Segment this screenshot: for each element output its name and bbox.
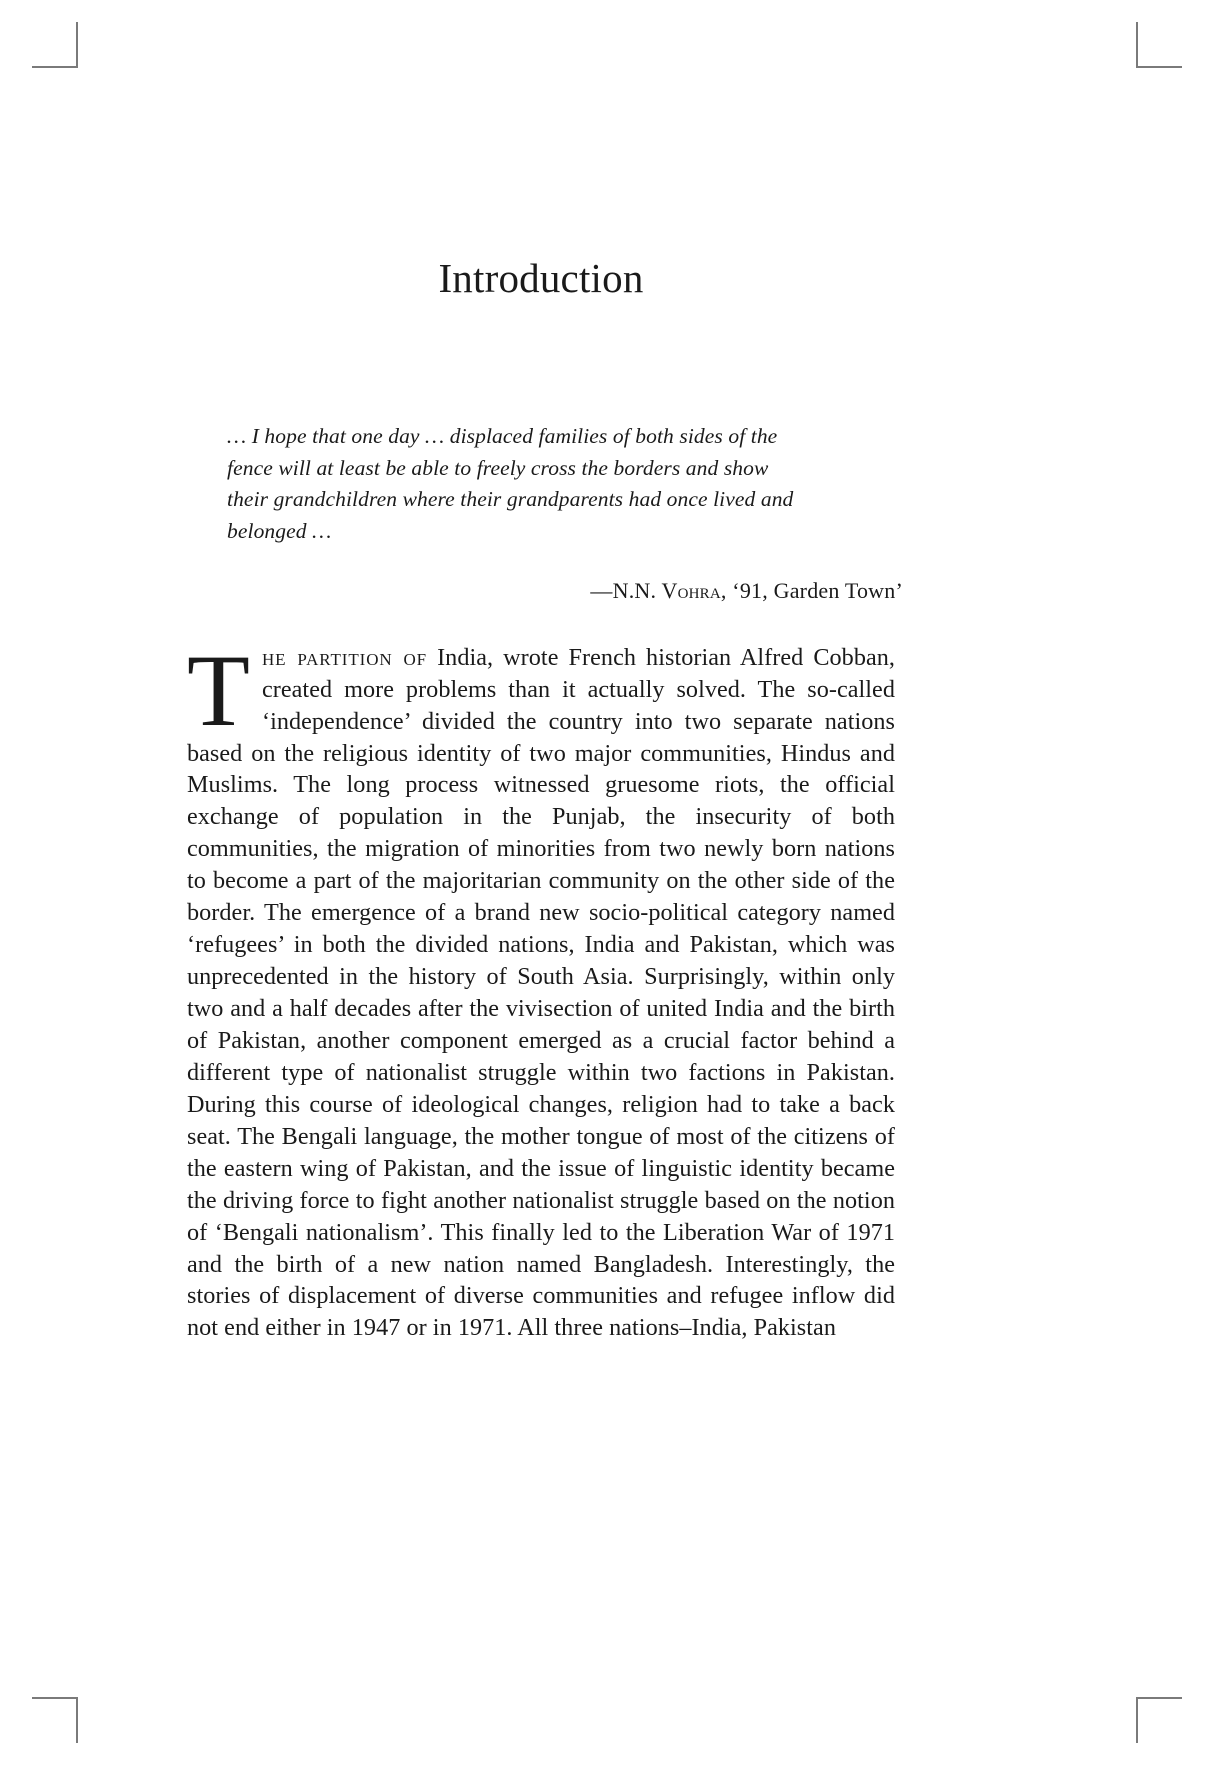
drop-cap: T [187, 633, 250, 748]
attribution-source: , ‘91, Garden Town’ [720, 578, 903, 604]
epigraph-attribution [227, 575, 903, 607]
attribution-author: N.N. Vohra [612, 578, 721, 604]
page-title: Introduction [438, 255, 644, 301]
epigraph-block [227, 421, 903, 608]
epigraph-line: fence will at least be able to freely cross the borders and show [227, 455, 769, 480]
opening-paragraph [187, 633, 895, 1345]
crop-mark-bottom-left [32, 1697, 78, 1743]
paragraph-body: India, wrote French historian Alfred Cobban, created more problems than it actually solved. The so-called ‘independence’ divided the country into two separate nations based on the religious identity of two major communities, Hindus and Muslims. The long process witnessed gruesome riots, the official exchange of population in the Punjab, the insecurity of both communities, the migration of minorities from two newly born nations to become a part of the majoritarian community on the other side of the border. The emergence of a brand new socio-political category named ‘refugees’ in both the divided nations, India and Pakistan, which was unprecedented in the history of South Asia. Surprisingly, within only two and a half decades after the vivisection of united India and the birth of Pakistan, another component emerged as a crucial factor behind a different type of nationalist struggle within two factions in Pakistan. During this course of ideological changes, religion had to take a back seat. The Bengali language, the mother tongue of most of the citizens of the eastern wing of Pakistan, and the issue of linguistic identity became the driving force to fight another nationalist struggle based on the notion of ‘Bengali nationalism’. This finally led to the Liberation War of 1971 and the birth of a new nation named Bangladesh. Interestingly, the stories of displacement of diverse communities and refugee inflow did not end either in 1947 or in 1971. All three nations–India, Pakistan [187, 643, 895, 1342]
crop-mark-top-left [32, 22, 78, 68]
attribution-dash: — [590, 578, 613, 604]
crop-mark-bottom-right [1136, 1697, 1182, 1743]
epigraph-line: … I hope that one day … displaced families of both sides of the [227, 424, 778, 448]
main-body-text [187, 633, 895, 1345]
crop-mark-top-right [1136, 22, 1182, 68]
page-content [187, 0, 903, 1344]
epigraph-line: their grandchildren where their grandparents had once lived and [227, 487, 794, 512]
epigraph-line: belonged … [227, 518, 332, 543]
lead-small-caps: he partition of [261, 643, 428, 671]
